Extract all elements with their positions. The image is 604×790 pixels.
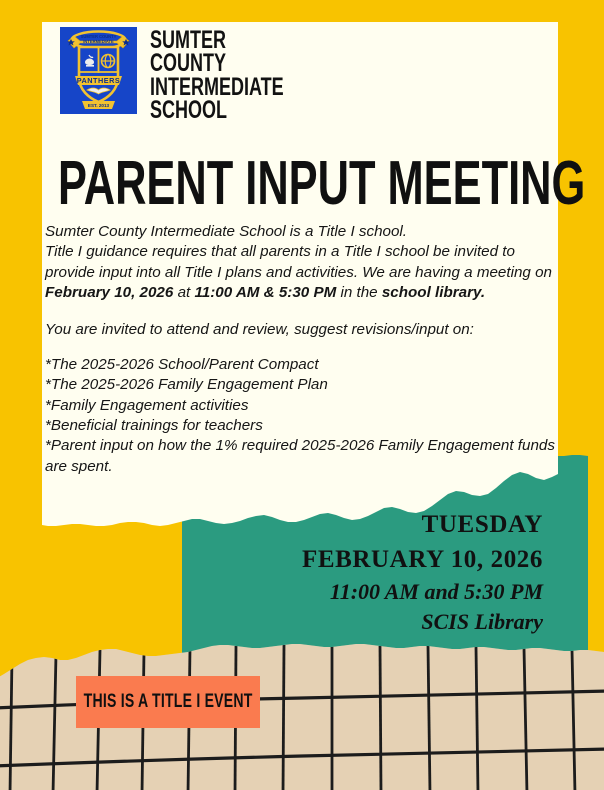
paper-sheet [42,22,586,527]
svg-text:EST. 2013: EST. 2013 [87,103,110,108]
svg-text:INTERMEDIATE: INTERMEDIATE [83,39,114,44]
list-item: *Family Engagement activities [45,396,249,414]
school-name-line-2: COUNTY [150,49,227,78]
event-location: SCIS Library [421,609,543,635]
paper-content [42,22,586,527]
panthers-crest-icon [60,27,137,114]
page-title: PARENT INPUT MEETING [58,149,586,218]
status-badge [76,676,260,728]
guidance-text-1: Title I guidance requires that all parents in a Title I school be invited to provide input into all Title I plans and activities. We are having a meeting on [45,243,552,281]
meeting-location: school library. [381,284,486,302]
meeting-date: February 10, 2026 [45,284,174,302]
spacer [45,341,557,355]
status-badge-label: THIS IS A TITLE I EVENT [83,691,253,712]
body-copy [45,222,557,477]
svg-text:PANTHERS: PANTHERS [76,76,121,85]
intro-line: Sumter County Intermediate School is a Title I school. [45,223,408,240]
school-name-line-4: SCHOOL [150,95,228,124]
event-date: FEBRUARY 10, 2026 [301,545,543,573]
svg-text:SUMTER COUNTY: SUMTER COUNTY [80,34,117,39]
event-times: 11:00 AM and 5:30 PM [329,579,543,604]
invitation-line: You are invited to attend and review, suggest revisions/input on: [45,321,474,339]
spacer [45,303,557,320]
list-item: *The 2025-2026 Family Engagement Plan [45,376,328,394]
school-logo [60,27,137,114]
school-name-line-3: INTERMEDIATE [150,72,284,101]
list-item: *The 2025-2026 School/Parent Compact [45,355,319,373]
guidance-paragraph [45,242,557,303]
review-items-list [45,355,557,477]
event-details [230,508,543,638]
event-day: TUESDAY [421,511,543,538]
list-item: *Beneficial trainings for teachers [45,416,263,434]
school-header [60,27,336,122]
school-name-block [150,27,336,122]
list-item: *Parent input on how the 1% required 2025-2026 Family Engagement funds are spent. [45,437,555,475]
meeting-times: 11:00 AM & 5:30 PM [194,284,337,302]
guidance-text-2: at [173,284,195,302]
guidance-text-3: in the [336,284,382,302]
school-name-line-1: SUMTER [150,26,227,54]
